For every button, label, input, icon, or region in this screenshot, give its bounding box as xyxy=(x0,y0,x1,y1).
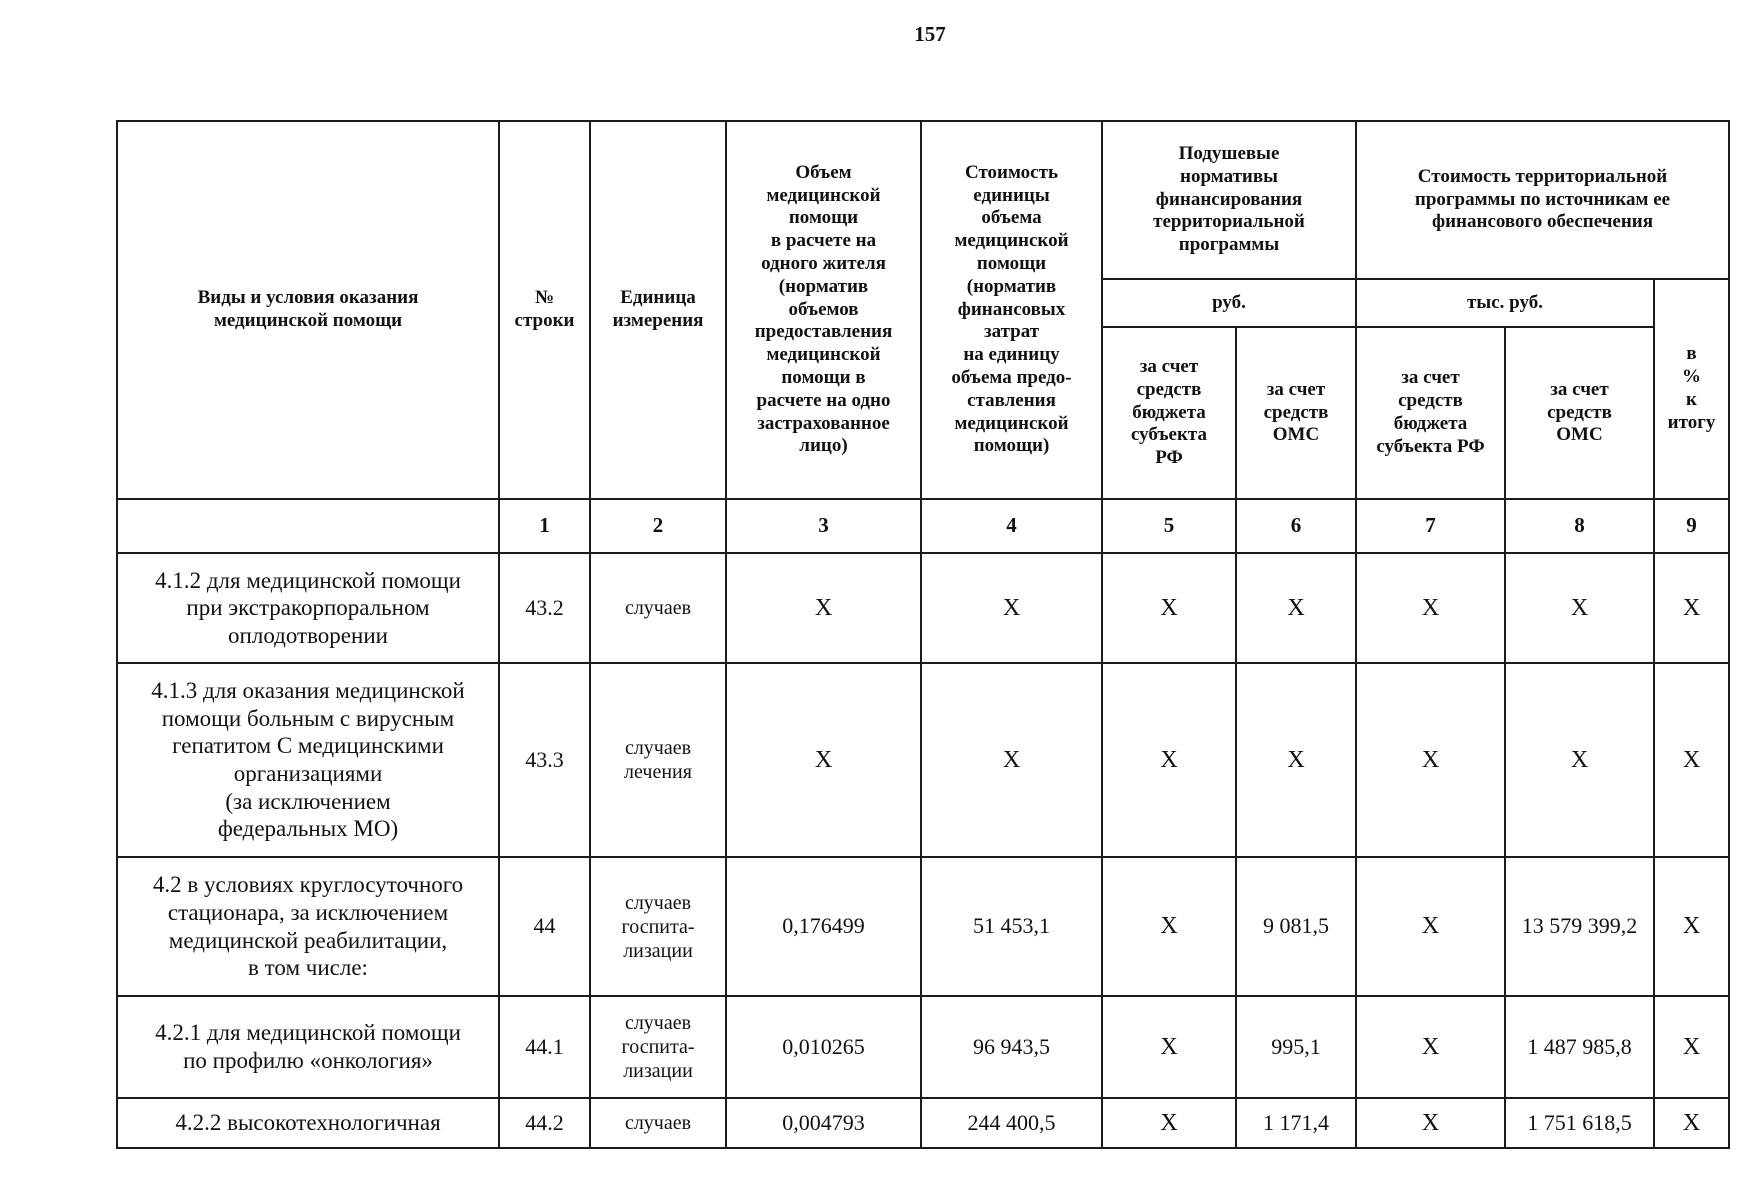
column-number xyxy=(117,499,499,553)
row-oms-rub: X xyxy=(1236,553,1356,663)
medical-care-table xyxy=(116,120,1730,1149)
row-unit-cost: 244 400,5 xyxy=(921,1098,1102,1148)
row-name: 4.2.1 для медицинской помощи по профилю «онкология» xyxy=(117,996,499,1098)
row-unit: случаев госпита- лизации xyxy=(590,857,726,996)
row-percent: X xyxy=(1654,1098,1729,1148)
row-unit-cost: X xyxy=(921,663,1102,857)
row-percent: X xyxy=(1654,996,1729,1098)
header-program-cost: Стоимость территориальной программы по источникам ее финансового обеспечения xyxy=(1356,121,1729,279)
column-number: 4 xyxy=(921,499,1102,553)
table-row xyxy=(117,1098,1729,1148)
column-number: 2 xyxy=(590,499,726,553)
row-oms-thous: X xyxy=(1505,553,1654,663)
table-row xyxy=(117,996,1729,1098)
row-number: 44.1 xyxy=(499,996,590,1098)
header-unit: Единица измерения xyxy=(590,121,726,499)
row-unit: случаев xyxy=(590,553,726,663)
column-number: 9 xyxy=(1654,499,1729,553)
row-volume: X xyxy=(726,553,921,663)
row-oms-rub: 9 081,5 xyxy=(1236,857,1356,996)
row-volume: 0,004793 xyxy=(726,1098,921,1148)
row-unit: случаев госпита- лизации xyxy=(590,996,726,1098)
header-unit-cost: Стоимость единицы объема медицинской помощи (норматив финансовых затрат на единицу объема предо- ставления медицинской помощи) xyxy=(921,121,1102,499)
row-percent: X xyxy=(1654,663,1729,857)
header-row-number: № строки xyxy=(499,121,590,499)
header-budget-rf-rub: за счет средств бюджета субъекта РФ xyxy=(1102,327,1236,499)
row-percent: X xyxy=(1654,857,1729,996)
row-number: 43.2 xyxy=(499,553,590,663)
row-volume: X xyxy=(726,663,921,857)
row-unit-cost: 96 943,5 xyxy=(921,996,1102,1098)
row-name: 4.2 в условиях круглосуточного стационара, за исключением медицинской реабилитации, в том числе: xyxy=(117,857,499,996)
row-unit-cost: 51 453,1 xyxy=(921,857,1102,996)
row-volume: 0,010265 xyxy=(726,996,921,1098)
row-unit: случаев xyxy=(590,1098,726,1148)
row-name: 4.1.3 для оказания медицинской помощи больным с вирусным гепатитом С медицинскими организациями (за исключением федеральных МО) xyxy=(117,663,499,857)
row-oms-rub: X xyxy=(1236,663,1356,857)
header-per-capita-norms: Подушевые нормативы финансирования территориальной программы xyxy=(1102,121,1356,279)
row-unit-cost: X xyxy=(921,553,1102,663)
header-types-conditions: Виды и условия оказания медицинской помощи xyxy=(117,121,499,499)
row-number: 44 xyxy=(499,857,590,996)
column-number: 7 xyxy=(1356,499,1505,553)
row-budget-rf-thous: X xyxy=(1356,553,1505,663)
row-budget-rf-rub: X xyxy=(1102,1098,1236,1148)
header-budget-rf-thous: за счет средств бюджета субъекта РФ xyxy=(1356,327,1505,499)
column-number: 1 xyxy=(499,499,590,553)
row-unit: случаев лечения xyxy=(590,663,726,857)
row-oms-thous: 13 579 399,2 xyxy=(1505,857,1654,996)
row-oms-thous: X xyxy=(1505,663,1654,857)
row-oms-rub: 1 171,4 xyxy=(1236,1098,1356,1148)
page-number: 157 xyxy=(914,22,946,46)
row-number: 44.2 xyxy=(499,1098,590,1148)
column-number: 6 xyxy=(1236,499,1356,553)
header-oms-thous: за счет средств ОМС xyxy=(1505,327,1654,499)
header-percent-of-total: в % к итогу xyxy=(1654,279,1729,499)
row-percent: X xyxy=(1654,553,1729,663)
row-budget-rf-thous: X xyxy=(1356,857,1505,996)
table-row xyxy=(117,857,1729,996)
row-budget-rf-thous: X xyxy=(1356,663,1505,857)
row-budget-rf-thous: X xyxy=(1356,1098,1505,1148)
header-unit-rub: руб. xyxy=(1102,279,1356,327)
row-oms-thous: 1 487 985,8 xyxy=(1505,996,1654,1098)
row-number: 43.3 xyxy=(499,663,590,857)
row-budget-rf-thous: X xyxy=(1356,996,1505,1098)
column-number: 5 xyxy=(1102,499,1236,553)
column-number: 8 xyxy=(1505,499,1654,553)
header-volume: Объем медицинской помощи в расчете на одного жителя (норматив объемов предоставления медицинской помощи в расчете на одно застрахованное лицо) xyxy=(726,121,921,499)
row-name: 4.2.2 высокотехнологичная xyxy=(117,1098,499,1148)
row-oms-rub: 995,1 xyxy=(1236,996,1356,1098)
row-budget-rf-rub: X xyxy=(1102,857,1236,996)
row-budget-rf-rub: X xyxy=(1102,996,1236,1098)
row-volume: 0,176499 xyxy=(726,857,921,996)
row-budget-rf-rub: X xyxy=(1102,663,1236,857)
table-row xyxy=(117,553,1729,663)
row-budget-rf-rub: X xyxy=(1102,553,1236,663)
row-name: 4.1.2 для медицинской помощи при экстракорпоральном оплодотворении xyxy=(117,553,499,663)
row-oms-thous: 1 751 618,5 xyxy=(1505,1098,1654,1148)
column-number: 3 xyxy=(726,499,921,553)
header-unit-thous-rub: тыс. руб. xyxy=(1356,279,1654,327)
header-oms-rub: за счет средств ОМС xyxy=(1236,327,1356,499)
table-row xyxy=(117,663,1729,857)
